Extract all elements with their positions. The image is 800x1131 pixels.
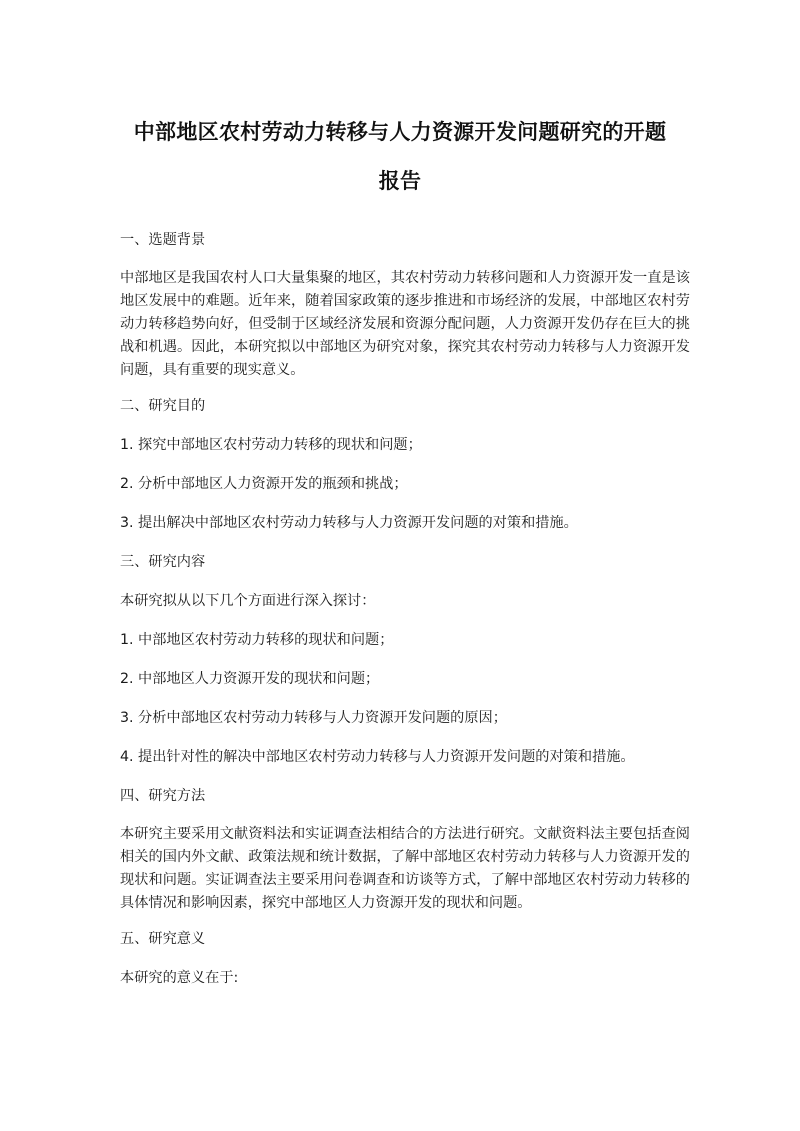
section-heading-background: 一、选题背景 [120,232,206,248]
title-line-2: 报告 [378,169,422,193]
method-paragraph: 本研究主要采用文献资料法和实证调查法相结合的方法进行研究。文献资料法主要包括查阅相关的国内外文献、政策法规和统计数据，了解中部地区农村劳动力转移与人力资源开发的现状和问题。实证调查法主要采用问卷调查和访谈等方式，了解中部地区农村劳动力转移的具体情况和影响因素，探究中部地区人力资源开发的现状和问题。 [120,826,690,911]
section-heading-method: 四、研究方法 [120,788,206,804]
purpose-item: 1. 探究中部地区农村劳动力转移的现状和问题； [120,437,422,453]
content-item: 4. 提出针对性的解决中部地区农村劳动力转移与人力资源开发问题的对策和措施。 [120,749,635,765]
background-paragraph: 中部地区是我国农村人口大量集聚的地区，其农村劳动力转移问题和人力资源开发一直是该地区发展中的难题。近年来，随着国家政策的逐步推进和市场经济的发展，中部地区农村劳动力转移趋势向好，但受制于区域经济发展和资源分配问题，人力资源开发仍存在巨大的挑战和机遇。因此，本研究拟以中部地区为研究对象，探究其农村劳动力转移与人力资源开发问题，具有重要的现实意义。 [120,270,690,378]
content-item: 2. 中部地区人力资源开发的现状和问题； [120,671,380,687]
significance-intro: 本研究的意义在于: [120,970,239,986]
content-item: 1. 中部地区农村劳动力转移的现状和问题； [120,632,394,648]
content-intro: 本研究拟从以下几个方面进行深入探讨： [120,593,376,609]
content-item: 3. 分析中部地区农村劳动力转移与人力资源开发问题的原因； [120,710,507,726]
section-heading-content: 三、研究内容 [120,554,206,570]
document-body [120,228,690,991]
purpose-item: 3. 提出解决中部地区农村劳动力转移与人力资源开发问题的对策和措施。 [120,515,578,531]
document-title [110,108,690,206]
section-heading-purpose: 二、研究目的 [120,398,206,414]
section-heading-significance: 五、研究意义 [120,931,206,947]
title-line-1: 中部地区农村劳动力转移与人力资源开发问题研究的开题 [133,120,667,144]
purpose-item: 2. 分析中部地区人力资源开发的瓶颈和挑战； [120,476,408,492]
